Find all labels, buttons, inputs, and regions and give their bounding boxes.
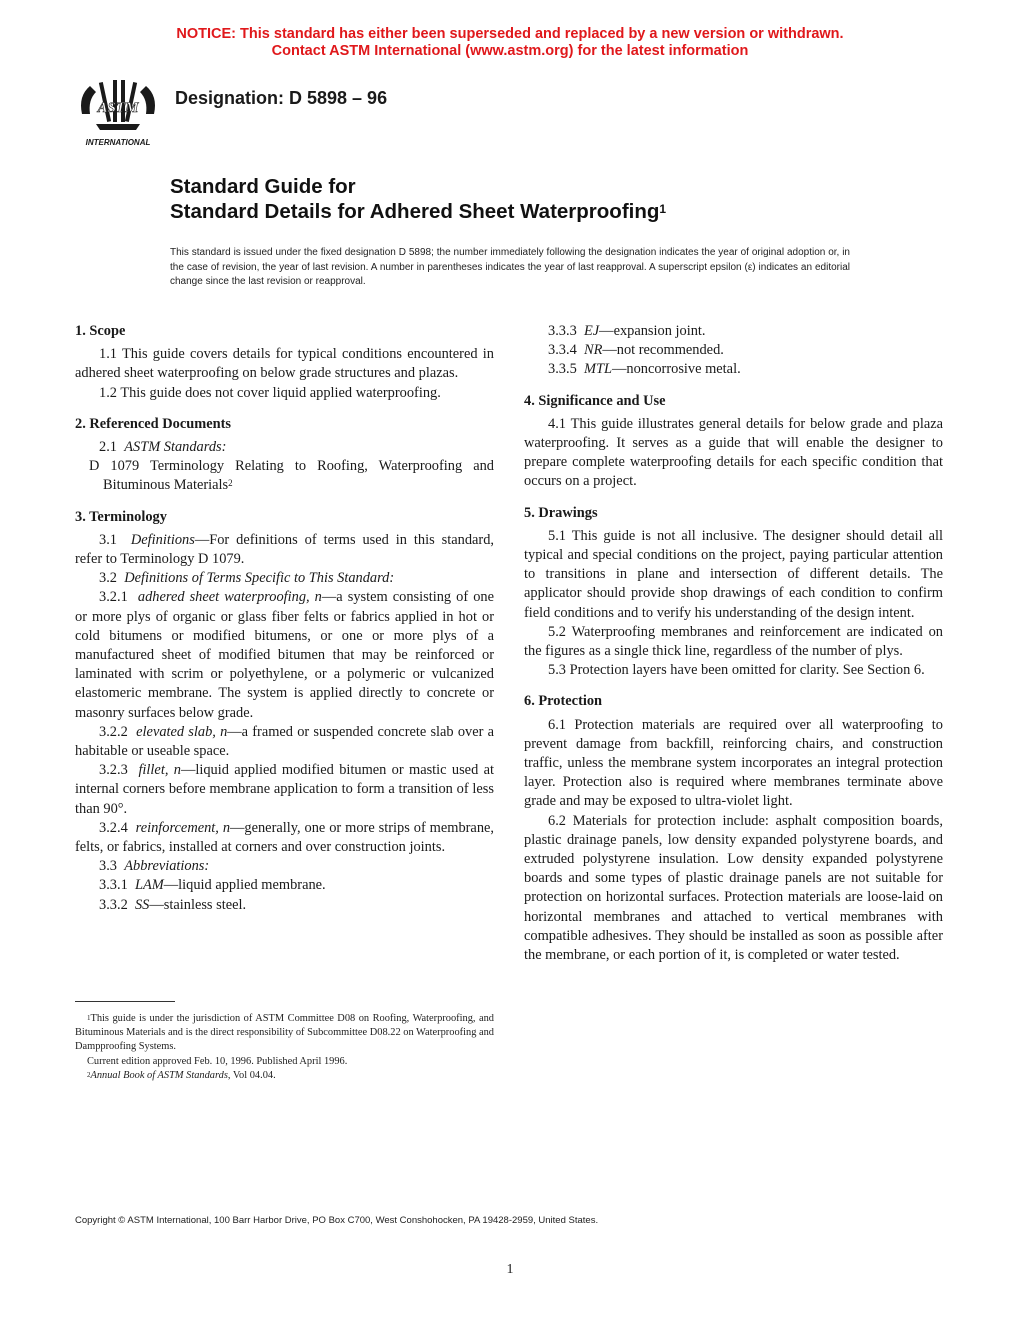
footnotes (75, 1012, 494, 1083)
footnote-marker: 1 (87, 1014, 91, 1022)
copyright-line: Copyright © ASTM International, 100 Barr Harbor Drive, PO Box C700, West Conshohocken, PA 19428-2959, United States. (75, 1215, 599, 1226)
designation: Designation: D 5898 – 96 (175, 88, 388, 108)
paragraph (75, 761, 494, 819)
document-title (170, 174, 666, 224)
column-right (524, 322, 943, 965)
clause-text: —a system consisting of one or more plys of organic or glass fiber felts or fabrics applied in hot or cold bitumens or modified bitumens, or one or more plys of a manufactured sheet of modified bitumen that may be reinforced or laminated with scrim or polyethylene, or a polymeric or vulcanized elastomeric membrane. The system is applied directly to concrete or masonry surfaces below grade. (75, 589, 494, 721)
paragraph (75, 896, 494, 915)
paragraph (75, 857, 494, 876)
footnote-italic: Annual Book of ASTM Standards (90, 1069, 228, 1081)
section-heading-referenced-documents: 2. Referenced Documents (75, 415, 231, 432)
paragraph: 1.2 This guide does not cover liquid applied waterproofing. (99, 384, 441, 401)
paragraph: 5.2 Waterproofing membranes and reinforcement are indicated on the figures as a single thick line, regardless of the number of plys. (524, 623, 943, 660)
clause-text: —a framed or suspended concrete slab over a habitable or useable space. (75, 723, 494, 760)
section-heading-terminology: 3. Terminology (75, 508, 167, 525)
clause-number: 3.3.3 (548, 323, 577, 339)
paragraph (524, 360, 943, 379)
clause-number: 3.3.4 (548, 342, 577, 359)
paragraph: 4.1 This guide illustrates general details for below grade and plaza waterproofing. It serves as a guide that will enable the designer to prepare complete waterproofing details for each specific condition that occurs on a project. (524, 415, 943, 490)
clause-italic: Definitions (130, 531, 195, 548)
paragraph (524, 341, 943, 360)
clause-italic: Abbreviations: (124, 858, 210, 875)
footnote-text: This guide is under the jurisdiction of ASTM Committee D08 on Roofing, Waterproofing, and Bituminous Materials and is the direct responsibility of Subcommittee D08.22 on Waterproofing and Dampproofing Systems. (75, 1013, 494, 1053)
clause-text: —For definitions of terms used in this standard, refer to Terminology D 1079. (75, 531, 494, 568)
notice-line-2: Contact ASTM International (www.astm.org) for the latest information (271, 43, 749, 59)
clause-italic: NR (583, 342, 603, 359)
clause-italic: Definitions of Terms Specific to This Standard: (124, 570, 395, 587)
clause-number: 3.3 (99, 858, 117, 875)
paragraph (75, 819, 494, 857)
clause-number: 3.1 (99, 531, 117, 548)
footnote-1 (75, 1012, 494, 1055)
clause-text: —liquid applied membrane. (163, 877, 326, 894)
section-heading-significance: 4. Significance and Use (524, 392, 666, 409)
section-heading-protection: 6. Protection (524, 693, 603, 710)
logo-wordmark: ASTM (97, 100, 139, 116)
section-heading-drawings: 5. Drawings (524, 504, 598, 521)
footnote-marker: 2 (228, 478, 233, 489)
clause-italic: EJ (583, 323, 600, 339)
clause-text: —generally, one or more strips of membrane, felts, or fabrics, installed at corners and over construction joints. (75, 819, 494, 856)
paragraph (524, 322, 943, 341)
paragraph: 5.1 This guide is not all inclusive. The designer should detail all typical and special conditions on the project, paying particular attention to transitions in plane and intersection of different details. The applicator should provide shop drawings of each condition to confirm field conditions and to verify his understanding of the design intent. (524, 527, 943, 621)
clause-text: —noncorrosive metal. (611, 361, 741, 378)
column-left (75, 322, 494, 915)
clause-number: 3.2.3 (99, 762, 128, 779)
clause-number: 3.3.5 (548, 361, 577, 378)
paragraph (75, 876, 494, 895)
paragraph (75, 531, 494, 569)
clause-italic: reinforcement, n (135, 819, 231, 836)
clause-italic: LAM (134, 877, 164, 894)
clause-text: —not recommended. (602, 342, 724, 359)
footnote-1-edition: Current edition approved Feb. 10, 1996. Published April 1996. (87, 1055, 348, 1067)
issued-note: This standard is issued under the fixed designation D 5898; the number immediately following the designation indicates the year of original adoption or, in the case of revision, the year of last revision. A number in parentheses indicates the year of last reapproval. A superscript epsilon (ε) indicates an editorial change since the last revision or reapproval. (170, 247, 850, 287)
clause-number: 3.3.1 (99, 877, 128, 894)
clause-italic: elevated slab, n (136, 723, 228, 740)
notice-banner (0, 26, 1020, 60)
paragraph (75, 588, 494, 722)
paragraph: 1.1 This guide covers details for typical conditions encountered in adhered sheet waterproofing on below grade structures and plazas. (75, 346, 494, 382)
clause-italic: MTL (583, 361, 612, 378)
paragraph (75, 438, 494, 457)
clause-number: 3.2.4 (99, 819, 128, 836)
page-number: 1 (506, 1262, 514, 1277)
paragraph: 6.1 Protection materials are required over all waterproofing to prevent damage from backfill, reinforcing chairs, and construction traffic, unless the membrane system incorporates an integral protection layer. Protection also is required where membranes terminate above grade and may be exposed to ultra-violet light. (524, 716, 943, 810)
clause-text: —liquid applied modified bitumen or mastic used at internal corners before membrane application to form a transition of less than 90°. (75, 762, 494, 817)
clause-number: 3.2.1 (99, 589, 128, 606)
section-heading-scope: 1. Scope (75, 323, 126, 339)
footnote-text: , Vol 04.04. (227, 1069, 276, 1081)
clause-number: 2.1 (99, 439, 117, 456)
notice-line-1: NOTICE: This standard has either been superseded and replaced by a new version or withdrawn. (176, 26, 844, 42)
title-line-1: Standard Guide for (170, 175, 356, 198)
clause-number: 3.3.2 (99, 896, 128, 913)
astm-logo (76, 74, 160, 148)
reference-text: D 1079 Terminology Relating to Roofing, Waterproofing and Bituminous Materials (89, 458, 494, 494)
footnote-divider (75, 1001, 175, 1002)
clause-italic: SS (134, 896, 150, 913)
logo-international: INTERNATIONAL (85, 138, 151, 147)
clause-text: —expansion joint. (599, 323, 706, 339)
footnote-marker: 2 (87, 1070, 91, 1079)
title-line-2-text: Standard Details for Adhered Sheet Waterproofing (170, 200, 660, 223)
reference-entry (75, 457, 494, 495)
paragraph: 6.2 Materials for protection include: asphalt composition boards, plastic drainage panels, low density expanded polystyrene boards, and extruded polystyrene insulation. Low density expanded polystyrene boards and some types of plastic drainage panels are not suitable for protection on horizontal surfaces. Protection materials are loose-laid on horizontal membranes and attached to vertical membranes with compatible adhesives. They should be installed as soon as possible after the membrane, or each portion of it, is completed or water tested. (524, 812, 943, 964)
paragraph (75, 723, 494, 761)
title-footnote-marker: 1 (659, 202, 667, 216)
clause-number: 3.2.2 (99, 723, 128, 740)
clause-number: 3.2 (99, 570, 117, 587)
clause-italic: ASTM Standards: (124, 439, 227, 456)
clause-italic: adhered sheet waterproofing, n (137, 589, 322, 606)
footnote-2 (75, 1069, 494, 1083)
paragraph (75, 569, 494, 588)
clause-text: —stainless steel. (149, 896, 247, 913)
clause-italic: fillet, n (138, 762, 181, 779)
title-line-2 (170, 199, 666, 224)
paragraph: 5.3 Protection layers have been omitted for clarity. See Section 6. (548, 662, 925, 679)
